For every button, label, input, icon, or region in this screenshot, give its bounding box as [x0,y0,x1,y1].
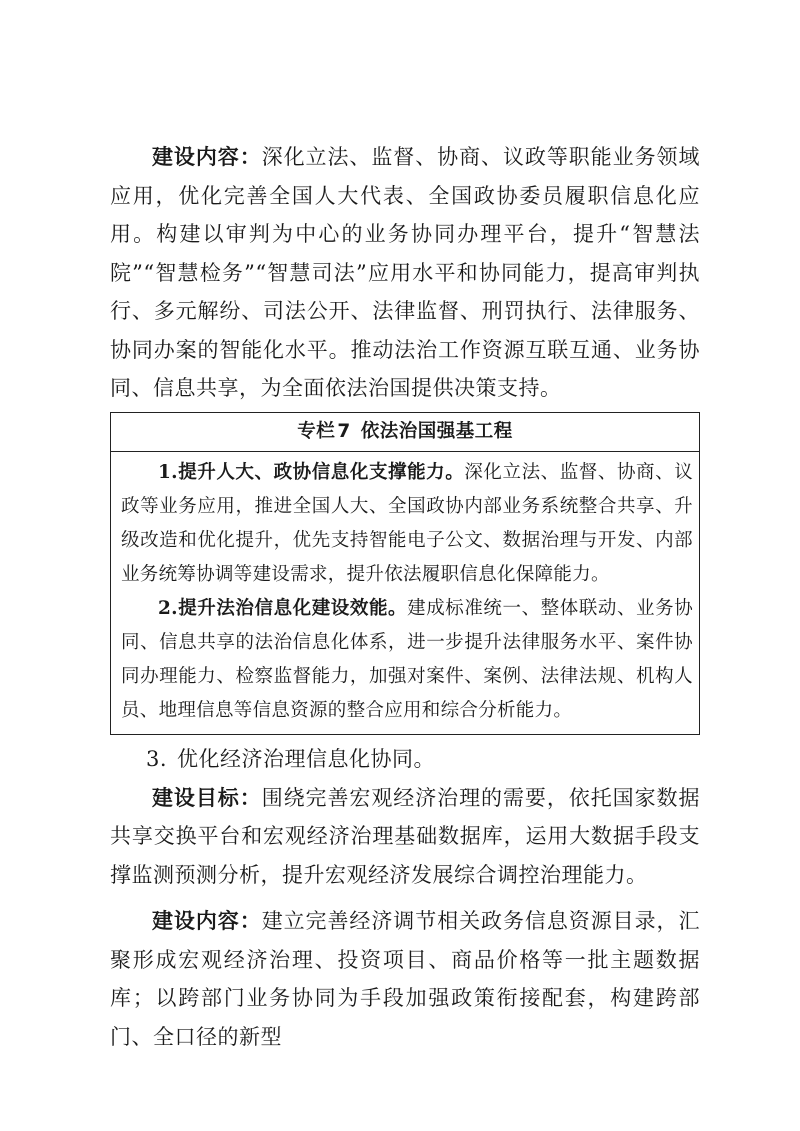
column-item-1-lead: 1.提升人大、政协信息化支撑能力。 [158,461,465,483]
column-title-number: 7 [337,420,351,442]
section-3-number: 3. [146,746,168,771]
column-box-body [111,452,699,734]
content-text-2: 建立完善经济调节相关政务信息资源目录，汇聚形成宏观经济治理、投资项目、商品价格等一批主题数据库；以跨部门业务协同为手段加强政策衔接配套，构建跨部门、全口径的新型 [110,909,700,1049]
column-item-2-lead: 2.提升法治信息化建设效能。 [158,597,408,619]
column-item-1-text: 深化立法、监督、协商、议政等业务应用，推进全国人大、全国政协内部业务系统整合共享、升级改造和优化提升，优先支持智能电子公文、数据治理与开发、内部业务统筹协调等建设需求，提升依法履职信息化保障能力。 [121,461,693,585]
section-3-heading [110,739,700,779]
column-box-title [111,413,699,452]
goal-label: 建设目标： [152,784,262,810]
paragraph-gap [110,894,700,902]
document-page [110,138,700,1056]
section-3-title: 优化经济治理信息化协同。 [177,746,436,771]
goal-paragraph [110,779,700,895]
content-paragraph [110,138,700,408]
column-title-text: 依法治国强基工程 [360,420,513,442]
goal-text: 围绕完善宏观经济治理的需要，依托国家数据共享交换平台和宏观经济治理基础数据库，运用大数据手段支撑监测预测分析，提升宏观经济发展综合调控治理能力。 [110,785,700,887]
column-item-2 [121,592,693,728]
content-paragraph-2 [110,902,700,1056]
content-text: 深化立法、监督、协商、议政等职能业务领域应用，优化完善全国人大代表、全国政协委员履职信息化应用。构建以审判为中心的业务协同办理平台，提升“智慧法院”“智慧检务”“智慧司法”应用水平和协同能力，提高审判执行、多元解纷、司法公开、法律监督、刑罚执行、法律服务、协同办案的智能化水平。推动法治工作资源互联互通、业务协同、信息共享，为全面依法治国提供决策支持。 [110,145,700,400]
content-label: 建设内容： [152,144,262,169]
column-title-prefix: 专栏 [297,420,336,442]
column-item-1 [121,456,693,592]
column-box [110,412,700,735]
content-label-2: 建设内容： [152,908,262,933]
column-item-2-text: 建成标准统一、整体联动、业务协同、信息共享的法治信息化体系，进一步提升法律服务水平、案件协同办理能力、检察监督能力，加强对案件、案例、法律法规、机构人员、地理信息等信息资源的整合应用和综合分析能力。 [121,597,693,721]
